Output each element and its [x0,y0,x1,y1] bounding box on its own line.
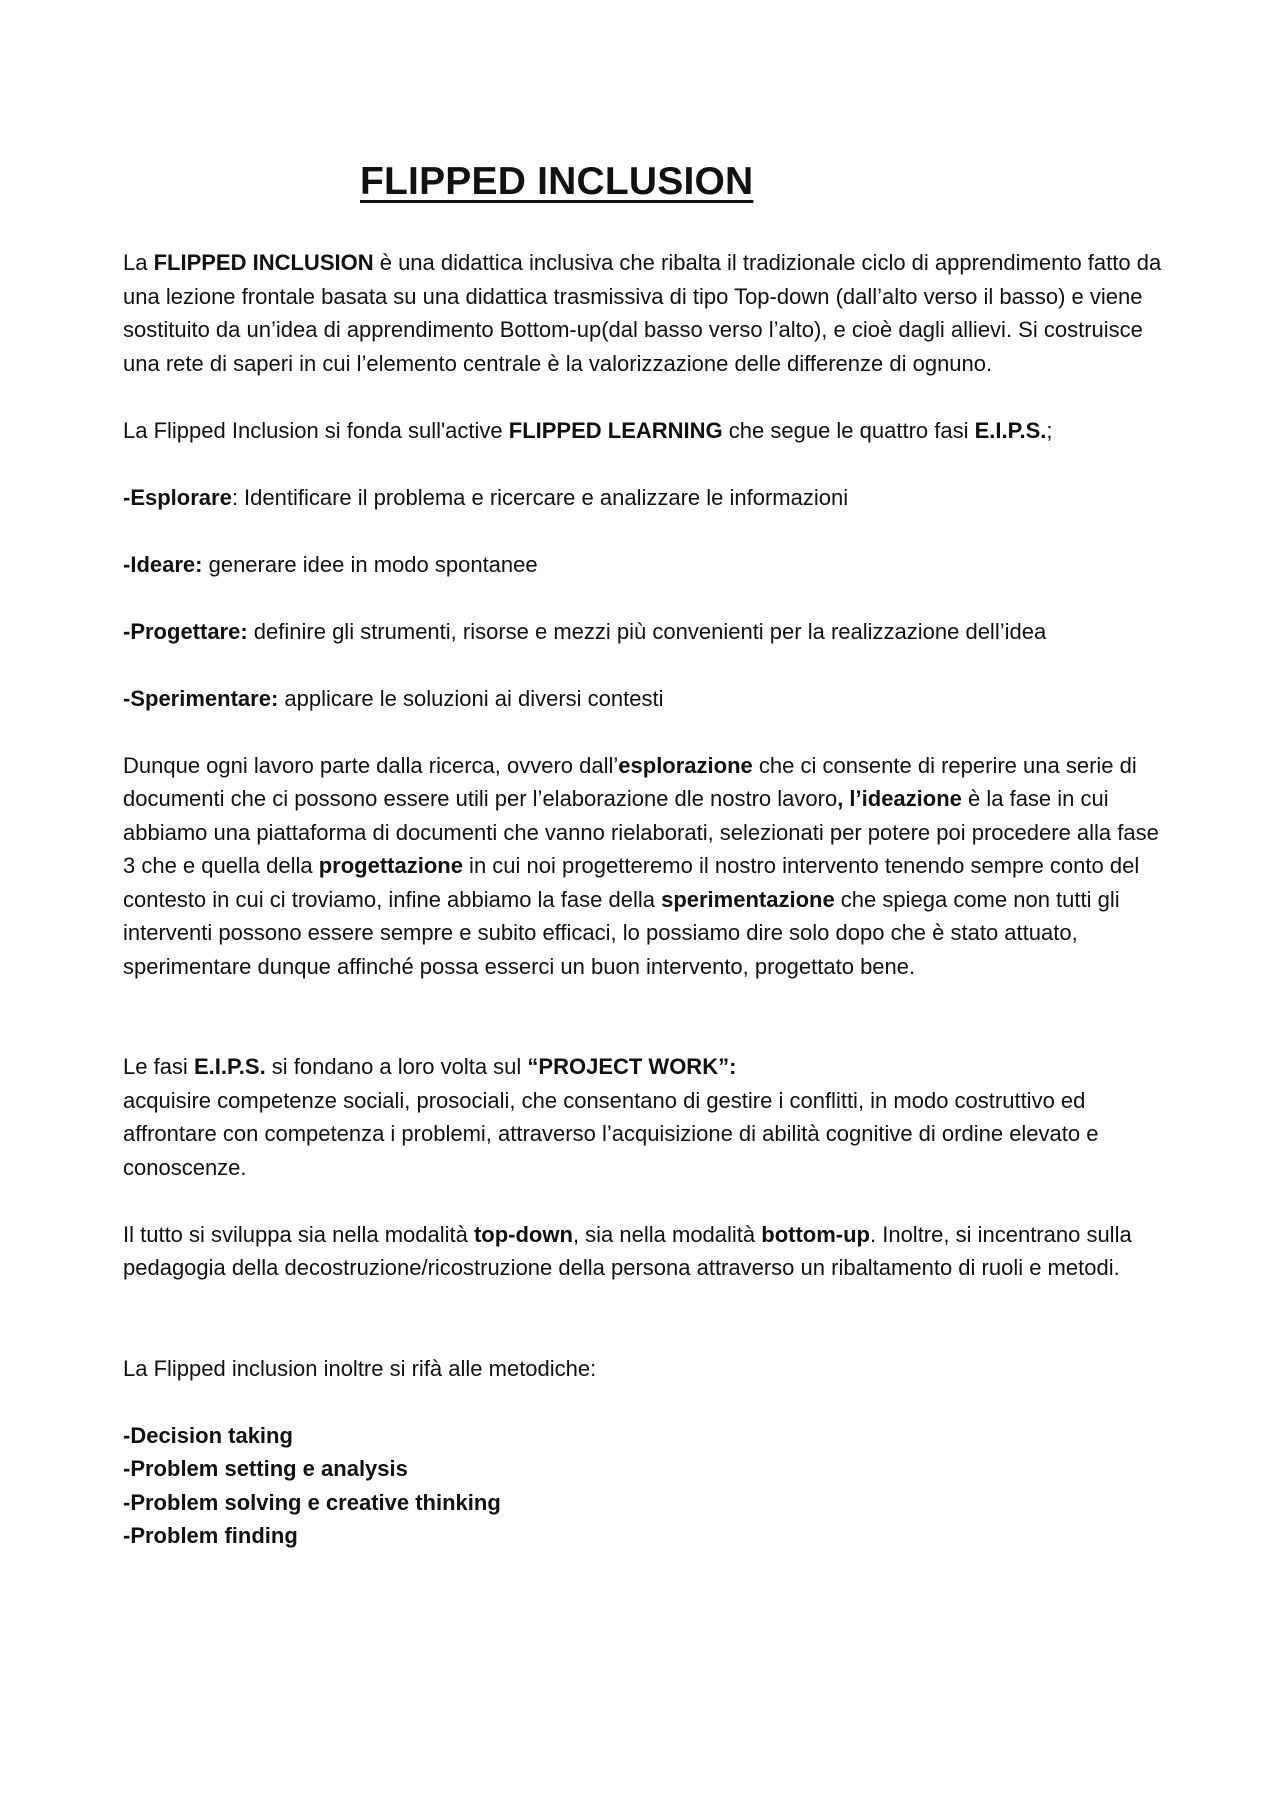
text-run: ; [1046,417,1053,443]
bold-term: esplorazione [618,752,753,778]
phase-description: generare idee in modo spontanee [202,551,538,577]
modality-paragraph [123,1218,1173,1285]
text-run: La Flipped Inclusion si fonda sull'active [123,417,509,443]
bold-term: progettazione [318,853,463,878]
project-work-paragraph: acquisire competenze sociali, prosociali, che consentano di gestire i conflitti, in modo costruttivo ed affrontare con competenza i problemi, attraverso l’acquisizione di abilità cognitive di ordine elevato e conoscenze. [123,1087,1099,1180]
bold-term: FLIPPED LEARNING [508,417,723,443]
phase-item [123,682,1173,716]
method-item [123,1419,1173,1453]
phase-description: applicare le soluzioni ai diversi contesti [278,685,664,711]
intro-paragraph [123,246,1173,380]
bold-term: bottom-up [761,1221,870,1247]
text-run: Dunque ogni lavoro parte dalla ricerca, ovvero dall’ [123,752,619,778]
text-run: si fondano a loro volta sul [265,1054,528,1079]
text-run: La [123,250,154,275]
text-run: che ci consente di reperire una serie di documenti che ci possono essere utili per l’elaborazione dle nostro lavoro [123,752,1137,811]
eips-intro-paragraph [123,414,1173,448]
bold-term: “PROJECT WORK”: [527,1054,737,1079]
method-item [123,1486,1173,1520]
text-run: , sia nella modalità [572,1221,762,1247]
bold-term: , l’ideazione [837,786,962,811]
text-run: è una didattica inclusiva che ribalta il tradizionale ciclo di apprendimento fatto da una lezione frontale basata su una didattica trasmissiva di tipo Top-down (dall’alto verso il basso) e viene sostituito da un’idea di apprendimento Bottom-up(dal basso verso l’alto), e cioè dagli allievi. Si costruisce una rete di saperi in cui l’elemento centrale è la valorizzazione delle differenze di ognuno. [123,250,1162,376]
text-run: . Inoltre, si incentrano sulla pedagogia della decostruzione/ricostruzione della persona attraverso un ribaltamento di ruoli e metodi. [123,1221,1132,1280]
method-label: -Problem setting e analysis [123,1456,408,1481]
phase-name: -Sperimentare: [123,685,279,711]
phase-name: -Progettare: [123,618,248,644]
method-label: -Problem finding [123,1523,298,1548]
text-run: che spiega come non tutti gli interventi possono essere sempre e subito efficaci, lo possiamo dire solo dopo che è stato attuato, sperimentare dunque affinché possa esserci un buon intervento, progettato bene. [123,886,1120,979]
phase-description: : Identificare il problema e ricercare e analizzare le informazioni [231,484,849,510]
phase-item [123,481,1173,515]
text-run: che segue le quattro fasi [722,417,975,443]
method-label: -Decision taking [123,1422,293,1448]
bold-term: E.I.P.S. [193,1054,266,1079]
phase-name: -Esplorare [123,484,232,510]
phase-item [123,615,1173,649]
text-run: Le fasi [123,1054,194,1079]
text-run: Il tutto si sviluppa sia nella modalità [123,1221,474,1247]
phase-description: definire gli strumenti, risorse e mezzi più convenienti per la realizzazione dell’idea [247,618,1047,644]
phase-item [123,548,1173,582]
methods-intro: La Flipped inclusion inoltre si rifà alle metodiche: [123,1355,597,1381]
method-item [123,1519,1173,1553]
phase-name: -Ideare: [123,551,203,577]
text-run: è la fase in cui abbiamo una piattaforma di documenti che vanno rielaborati, selezionati per potere poi procedere alla fase 3 che e quella della [123,786,1159,878]
method-label: -Problem solving e creative thinking [123,1489,501,1515]
bold-term: E.I.P.S. [974,417,1047,443]
text-run: in cui noi progetteremo il nostro intervento tenendo sempre conto del contesto in cui ci troviamo, infine abbiamo la fase della [123,853,1140,912]
method-item [123,1452,1173,1486]
document-body [123,246,1173,1553]
bold-term: sperimentazione [661,886,835,912]
bold-term: FLIPPED INCLUSION [153,250,374,275]
summary-paragraph [123,749,1173,984]
project-work-heading [123,1050,1173,1084]
bold-term: top-down [473,1221,573,1247]
page-title: FLIPPED INCLUSION [360,160,754,203]
